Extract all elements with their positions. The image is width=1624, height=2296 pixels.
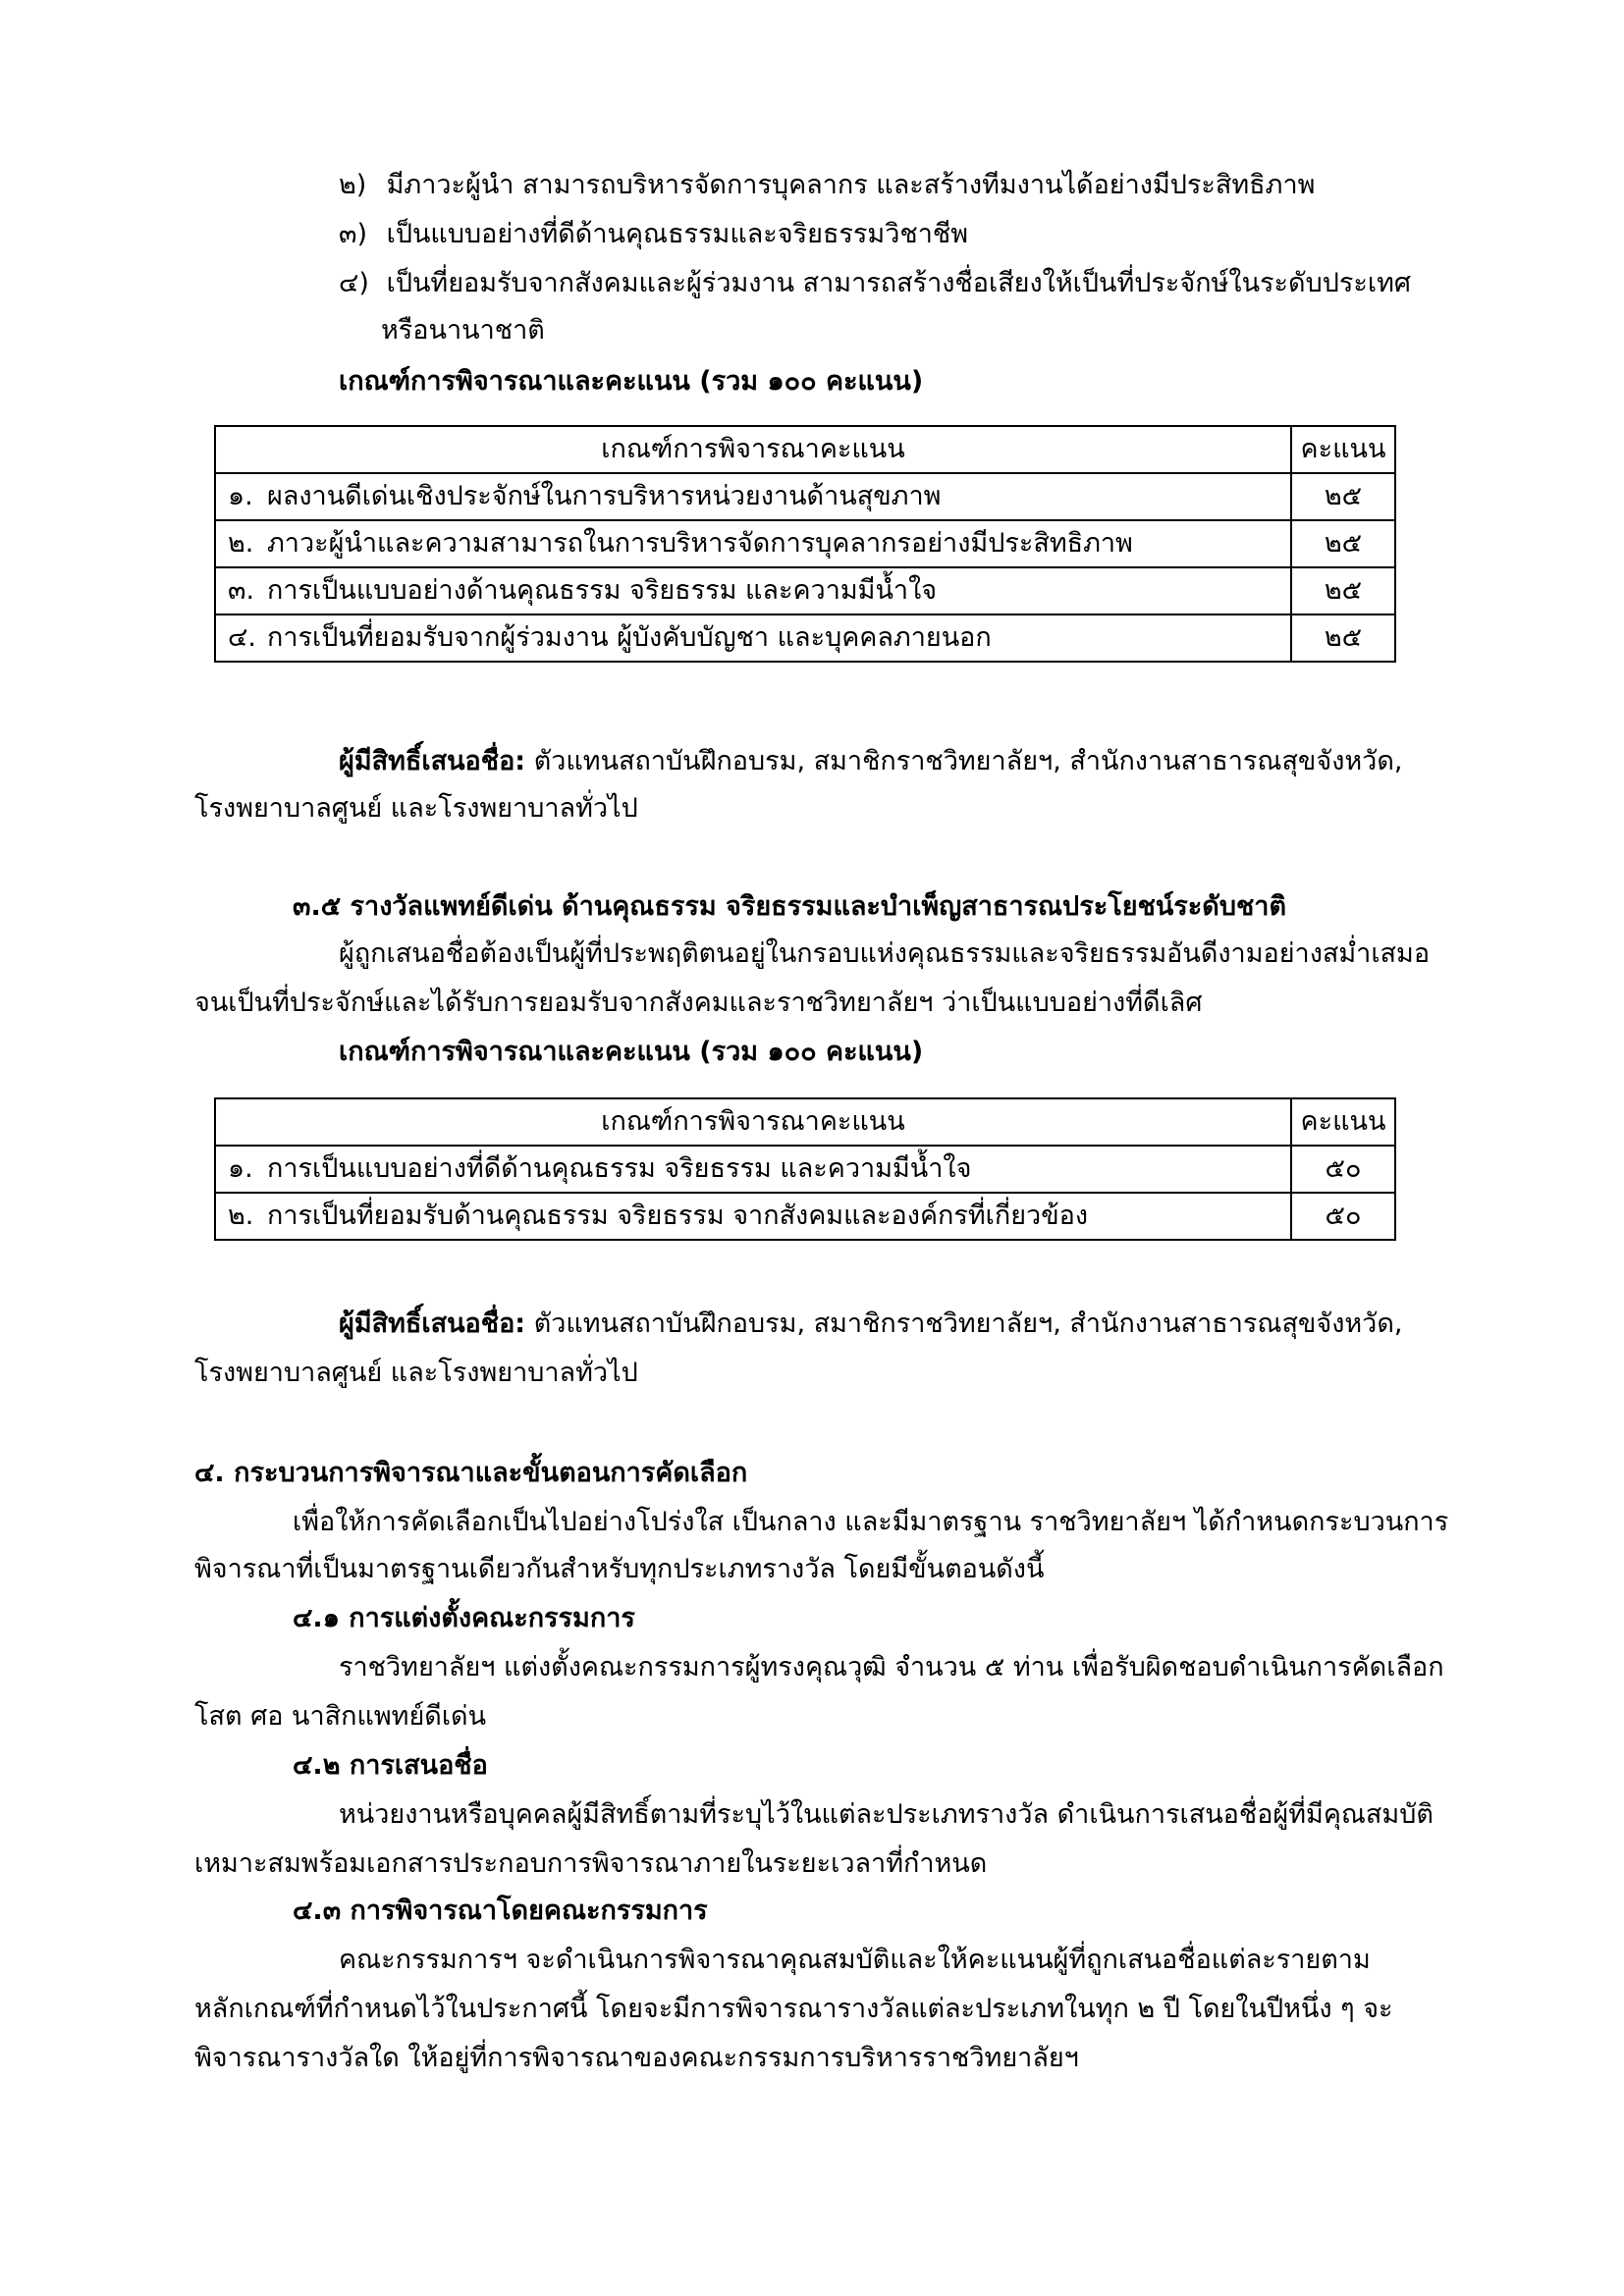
- list-text-continuation: หรือนานาชาติ: [381, 315, 545, 346]
- header-score: คะแนน: [1291, 1098, 1395, 1146]
- table-header-row: [215, 426, 1395, 473]
- criteria-table: [214, 1097, 1396, 1241]
- paragraph-line: พิจารณารางวัลใด ให้อยู่ที่การพิจารณาของคณะกรรมการบริหารราชวิทยาลัยฯ: [194, 2043, 1079, 2073]
- row-score: ๒๕: [1291, 614, 1395, 662]
- paragraph-line: เหมาะสมพร้อมเอกสารประกอบการพิจารณาภายในระยะเวลาที่กำหนด: [194, 1848, 988, 1879]
- row-score: ๕๐: [1291, 1193, 1395, 1240]
- header-score: คะแนน: [1291, 426, 1395, 473]
- row-number: ๑.: [228, 481, 253, 511]
- paragraph-line: พิจารณาที่เป็นมาตรฐานเดียวกันสำหรับทุกประเภทรางวัล โดยมีขั้นตอนดังนี้: [194, 1554, 1045, 1584]
- list-item: [339, 167, 1315, 204]
- section-title: ๓.๕ รางวัลแพทย์ดีเด่น ด้านคุณธรรม จริยธรรมและบำเพ็ญสาธารณประโยชน์ระดับชาติ: [293, 891, 1286, 922]
- list-item: [339, 216, 968, 253]
- nominator-text-continuation: โรงพยาบาลศูนย์ และโรงพยาบาลทั่วไป: [194, 793, 638, 824]
- row-number: ๒.: [228, 528, 254, 559]
- table-row: [215, 567, 1395, 614]
- row-number: ๑.: [228, 1153, 253, 1184]
- paragraph-line: ราชวิทยาลัยฯ แต่งตั้งคณะกรรมการผู้ทรงคุณวุฒิ จำนวน ๕ ท่าน เพื่อรับผิดชอบดำเนินการคัดเลือก: [339, 1652, 1444, 1682]
- header-criteria: เกณฑ์การพิจารณาคะแนน: [215, 1098, 1291, 1146]
- paragraph-line: ผู้ถูกเสนอชื่อต้องเป็นผู้ที่ประพฤติตนอยู่ในกรอบแห่งคุณธรรมและจริยธรรมอันดีงามอย่างสม่ำเสมอ: [339, 938, 1431, 969]
- list-text: เป็นแบบอย่างที่ดีด้านคุณธรรมและจริยธรรมวิชาชีพ: [386, 219, 968, 249]
- subsection-title: ๔.๑ การแต่งตั้งคณะกรรมการ: [293, 1603, 635, 1633]
- list-number: ๓): [339, 219, 367, 249]
- table-row: [215, 473, 1395, 520]
- list-number: ๔): [339, 268, 369, 298]
- nominator-text: ตัวแทนสถาบันฝึกอบรม, สมาชิกราชวิทยาลัยฯ, สำนักงานสาธารณสุขจังหวัด,: [533, 746, 1403, 776]
- table-row: [215, 1146, 1395, 1193]
- row-number: ๔.: [228, 622, 257, 653]
- paragraph-line: หน่วยงานหรือบุคคลผู้มีสิทธิ์ตามที่ระบุไว้ในแต่ละประเภทรางวัล ดำเนินการเสนอชื่อผู้ที่มีคุณสมบัติ: [339, 1799, 1434, 1830]
- row-number: ๓.: [228, 575, 255, 606]
- list-text: เป็นที่ยอมรับจากสังคมและผู้ร่วมงาน สามารถสร้างชื่อเสียงให้เป็นที่ประจักษ์ในระดับประเทศ: [386, 268, 1412, 298]
- nominator-paragraph: [339, 1306, 1402, 1343]
- list-number: ๒): [339, 170, 367, 200]
- row-text: ภาวะผู้นำและความสามารถในการบริหารจัดการบุคลากรอย่างมีประสิทธิภาพ: [267, 528, 1133, 559]
- row-score: ๒๕: [1291, 473, 1395, 520]
- criteria-heading: เกณฑ์การพิจารณาและคะแนน (รวม ๑๐๐ คะแนน): [339, 1037, 924, 1067]
- nominator-paragraph: [339, 743, 1402, 780]
- table-row: [215, 520, 1395, 567]
- nominator-text-continuation: โรงพยาบาลศูนย์ และโรงพยาบาลทั่วไป: [194, 1358, 638, 1388]
- table-row: [215, 1193, 1395, 1240]
- list-item: [339, 265, 1411, 302]
- criteria-table: [214, 425, 1396, 663]
- nominator-label: ผู้มีสิทธิ์เสนอชื่อ:: [339, 746, 526, 776]
- row-number: ๒.: [228, 1201, 254, 1231]
- nominator-text: ตัวแทนสถาบันฝึกอบรม, สมาชิกราชวิทยาลัยฯ, สำนักงานสาธารณสุขจังหวัด,: [533, 1308, 1403, 1339]
- nominator-label: ผู้มีสิทธิ์เสนอชื่อ:: [339, 1308, 526, 1339]
- row-text: ผลงานดีเด่นเชิงประจักษ์ในการบริหารหน่วยงานด้านสุขภาพ: [267, 481, 942, 511]
- row-score: ๕๐: [1291, 1146, 1395, 1193]
- row-text: การเป็นแบบอย่างที่ดีด้านคุณธรรม จริยธรรม และความมีน้ำใจ: [267, 1153, 972, 1184]
- paragraph-line: จนเป็นที่ประจักษ์และได้รับการยอมรับจากสังคมและราชวิทยาลัยฯ ว่าเป็นแบบอย่างที่ดีเลิศ: [194, 988, 1203, 1018]
- row-score: ๒๕: [1291, 520, 1395, 567]
- subsection-title: ๔.๓ การพิจารณาโดยคณะกรรมการ: [293, 1896, 708, 1926]
- row-text: การเป็นที่ยอมรับจากผู้ร่วมงาน ผู้บังคับบัญชา และบุคคลภายนอก: [267, 622, 992, 653]
- table-row: [215, 614, 1395, 662]
- row-score: ๒๕: [1291, 567, 1395, 614]
- header-criteria: เกณฑ์การพิจารณาคะแนน: [215, 426, 1291, 473]
- paragraph-line: คณะกรรมการฯ จะดำเนินการพิจารณาคุณสมบัติและให้คะแนนผู้ที่ถูกเสนอชื่อแต่ละรายตาม: [339, 1945, 1371, 1975]
- row-text: การเป็นแบบอย่างด้านคุณธรรม จริยธรรม และความมีน้ำใจ: [267, 575, 938, 606]
- table-header-row: [215, 1098, 1395, 1146]
- paragraph-line: เพื่อให้การคัดเลือกเป็นไปอย่างโปร่งใส เป็นกลาง และมีมาตรฐาน ราชวิทยาลัยฯ ได้กำหนดกระบวนการ: [293, 1507, 1449, 1537]
- paragraph-line: โสต ศอ นาสิกแพทย์ดีเด่น: [194, 1701, 487, 1732]
- section-title: ๔. กระบวนการพิจารณาและขั้นตอนการคัดเลือก: [194, 1458, 748, 1488]
- list-text: มีภาวะผู้นำ สามารถบริหารจัดการบุคลากร และสร้างทีมงานได้อย่างมีประสิทธิภาพ: [386, 170, 1316, 200]
- paragraph-line: หลักเกณฑ์ที่กำหนดไว้ในประกาศนี้ โดยจะมีการพิจารณารางวัลแต่ละประเภทในทุก ๒ ปี โดยในปีหนึ่ง ๆ จะ: [194, 1994, 1393, 2024]
- row-text: การเป็นที่ยอมรับด้านคุณธรรม จริยธรรม จากสังคมและองค์กรที่เกี่ยวข้อง: [267, 1201, 1089, 1231]
- criteria-heading: เกณฑ์การพิจารณาและคะแนน (รวม ๑๐๐ คะแนน): [339, 366, 924, 397]
- subsection-title: ๔.๒ การเสนอชื่อ: [293, 1750, 488, 1781]
